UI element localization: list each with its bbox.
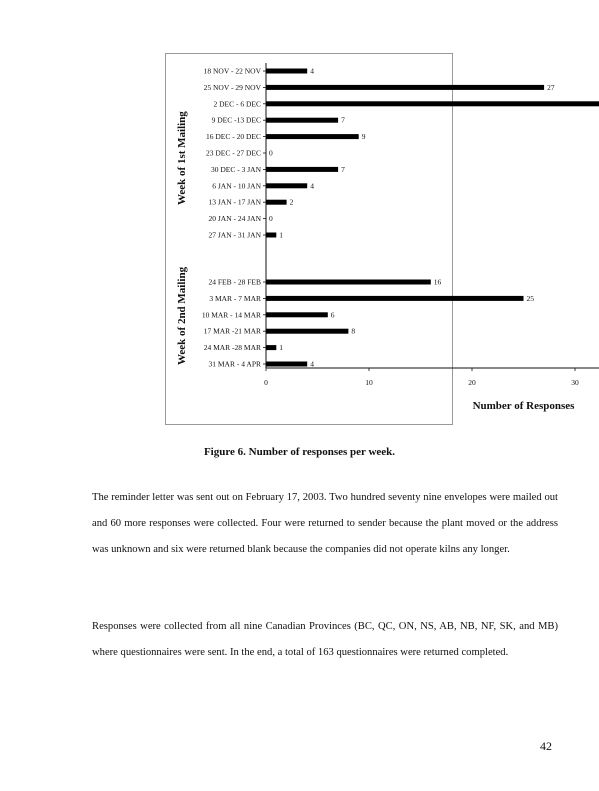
category-label: 23 DEC - 27 DEC [206, 148, 261, 158]
category-label: 17 MAR -21 MAR [203, 326, 261, 336]
bar [266, 183, 307, 188]
data-label: 4 [310, 181, 314, 191]
category-label: 13 JAN - 17 JAN [208, 197, 261, 207]
bar [266, 134, 359, 139]
data-label: 2 [289, 197, 294, 207]
x-tick-label: 0 [264, 378, 268, 387]
bar [266, 312, 328, 317]
data-label: 8 [351, 326, 356, 336]
category-label: 20 JAN - 24 JAN [208, 214, 261, 224]
page-number: 42 [540, 739, 552, 753]
data-label: 0 [269, 148, 273, 158]
data-label: 0 [269, 214, 273, 224]
data-label: 4 [310, 66, 314, 76]
bar [266, 200, 287, 205]
x-tick-label: 20 [468, 378, 476, 387]
category-label: 9 DEC -13 DEC [211, 115, 261, 125]
data-label: 1 [279, 343, 284, 353]
category-label: 16 DEC - 20 DEC [206, 132, 261, 142]
bar [266, 362, 307, 367]
bar [266, 69, 307, 74]
data-label: 7 [341, 164, 345, 174]
category-label: 10 MAR - 14 MAR [201, 310, 261, 320]
x-tick-label: 10 [365, 378, 373, 387]
data-label: 16 [433, 277, 442, 287]
category-label: 30 DEC - 3 JAN [211, 164, 261, 174]
category-label: 24 FEB - 28 FEB [208, 277, 261, 287]
group-axis-label: Week of 2nd Mailing [176, 266, 188, 365]
category-label: 3 MAR - 7 MAR [209, 293, 261, 303]
bar [266, 233, 276, 238]
category-label: 18 NOV - 22 NOV [203, 66, 261, 76]
category-label: 27 JAN - 31 JAN [208, 230, 261, 240]
x-axis-title: Number of Responses [472, 400, 575, 412]
category-label: 24 MAR -28 MAR [203, 343, 261, 353]
data-label: 6 [330, 310, 335, 320]
x-tick-label: 30 [571, 378, 579, 387]
paragraph-reminder: The reminder letter was sent out on February 17, 2003. Two hundred seventy nine envelopes were mailed out and 60 more responses were collected. Four were returned to sender because the plant moved or the address was unknown and six were returned blank because the companies did not operate kilns any longer. [92, 492, 558, 555]
data-label: 9 [361, 132, 366, 142]
data-label: 7 [341, 115, 345, 125]
data-label: 1 [279, 230, 284, 240]
data-label: 25 [526, 293, 534, 303]
bar-chart [165, 53, 579, 425]
bar [266, 85, 544, 90]
category-label: 6 JAN - 10 JAN [212, 181, 261, 191]
figure-caption: Figure 6. Number of responses per week. [203, 446, 396, 458]
bar [266, 101, 599, 106]
bar [266, 167, 338, 172]
paragraph-provinces: Responses were collected from all nine Canadian Provinces (BC, QC, ON, NS, AB, NB, NF, SK, and MB) where questionnaires were sent. In the end, a total of 163 questionnaires were returned completed. [92, 621, 558, 658]
data-label: 4 [310, 359, 314, 369]
category-label: 2 DEC - 6 DEC [213, 99, 261, 109]
bar [266, 118, 338, 123]
category-label: 25 NOV - 29 NOV [203, 82, 261, 92]
data-label: 27 [547, 82, 555, 92]
bar [266, 329, 348, 334]
group-axis-label: Week of 1st Mailing [176, 111, 188, 205]
bar [266, 345, 276, 350]
bar [266, 296, 524, 301]
bar [266, 280, 431, 285]
category-label: 31 MAR - 4 APR [208, 359, 261, 369]
